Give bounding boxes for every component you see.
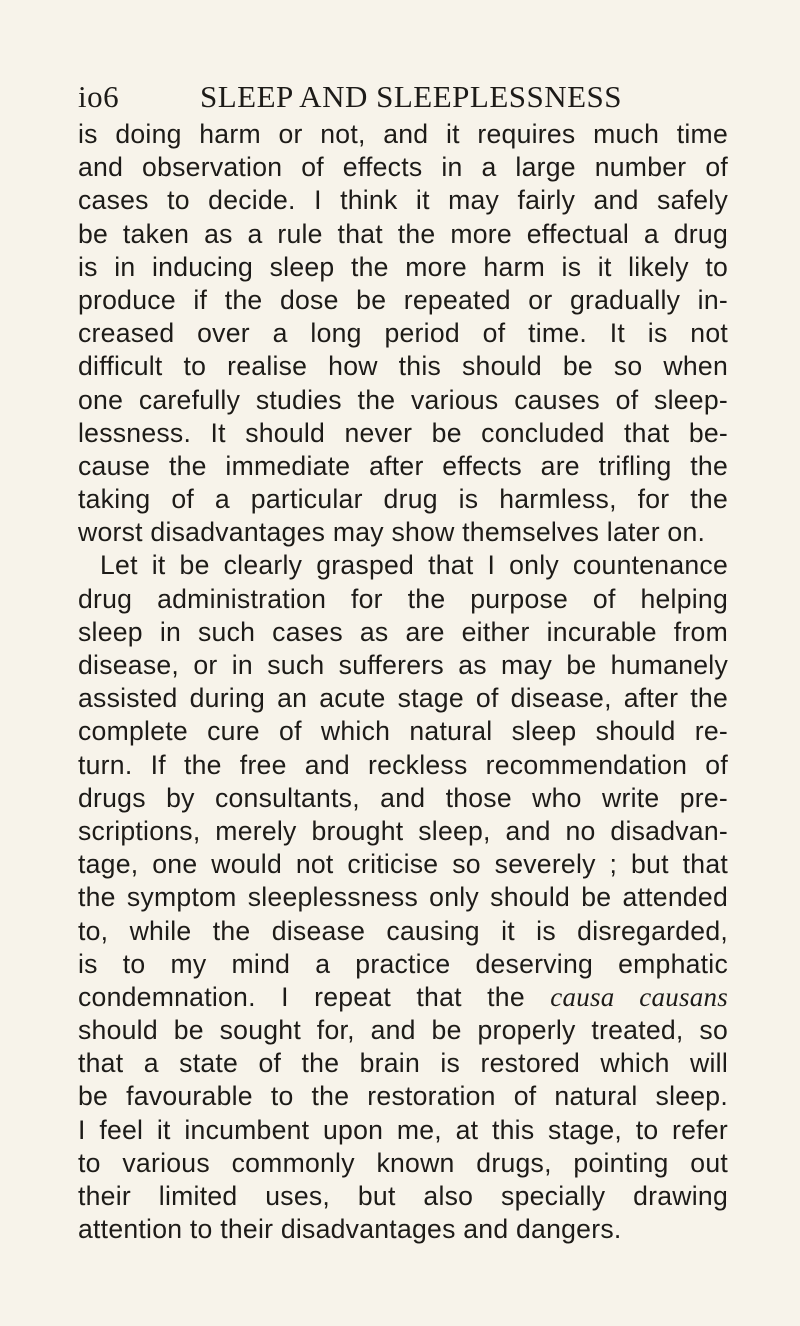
text-line: produce if the dose be repeated or gradually in- [78, 284, 728, 315]
text-line: their limited uses, but also specially drawing [78, 1181, 728, 1211]
text-line: creased over a long period of time. It is not [78, 318, 728, 349]
text-line: one carefully studies the various causes of sleep- [78, 384, 728, 415]
text-line: be taken as a rule that the more effectual a drug [78, 218, 728, 249]
text-line-with-italic [78, 981, 728, 1014]
running-title: SLEEP AND SLEEPLESSNESS [200, 79, 623, 114]
page-number: io6 [78, 79, 120, 114]
text-run: condemnation. I repeat that the [78, 981, 525, 1012]
text-line: lessness. It should never be concluded that be- [78, 417, 728, 448]
text-line: is to my mind a practice deserving emphatic [78, 948, 728, 979]
text-line: Let it be clearly grasped that I only countenance [100, 550, 728, 581]
text-line: to various commonly known drugs, pointing out [78, 1147, 728, 1178]
running-head [78, 75, 718, 119]
text-line: attention to their disadvantages and dangers. [78, 1214, 622, 1245]
italic-phrase: causa causans [550, 981, 729, 1012]
text-line: disease, or in such sufferers as may be humanely [78, 650, 728, 680]
text-line: complete cure of which natural sleep should re- [78, 716, 728, 747]
text-line: and observation of effects in a large number of [78, 152, 728, 183]
text-line: drugs by consultants, and those who write pre- [78, 782, 728, 813]
text-line: should be sought for, and be properly treated, so [78, 1015, 728, 1046]
text-line: taking of a particular drug is harmless, for the [78, 484, 728, 515]
text-line: turn. If the free and reckless recommendation of [78, 749, 728, 780]
body-text [78, 118, 728, 1246]
text-line: be favourable to the restoration of natural sleep. [78, 1081, 728, 1112]
text-line: cause the immediate after effects are trifling the [78, 450, 728, 481]
text-line: drug administration for the purpose of helping [78, 583, 728, 614]
text-line: I feel it incumbent upon me, at this stage, to refer [78, 1114, 728, 1145]
text-line: is doing harm or not, and it requires much time [78, 119, 728, 149]
text-line: assisted during an acute stage of disease, after the [78, 683, 728, 714]
text-line: tage, one would not criticise so severely ; but that [78, 849, 728, 880]
text-line: scriptions, merely brought sleep, and no disadvan- [78, 815, 728, 846]
text-line: is in inducing sleep the more harm is it likely to [78, 251, 728, 282]
text-line: cases to decide. I think it may fairly and safely [78, 185, 728, 216]
text-line: that a state of the brain is restored which will [78, 1048, 728, 1079]
text-line: difficult to realise how this should be so when [78, 351, 728, 382]
text-line: sleep in such cases as are either incurable from [78, 616, 728, 647]
text-line: worst disadvantages may show themselves later on. [78, 517, 706, 548]
text-line: the symptom sleeplessness only should be attended [78, 882, 728, 913]
text-line: to, while the disease causing it is disregarded, [78, 915, 728, 946]
